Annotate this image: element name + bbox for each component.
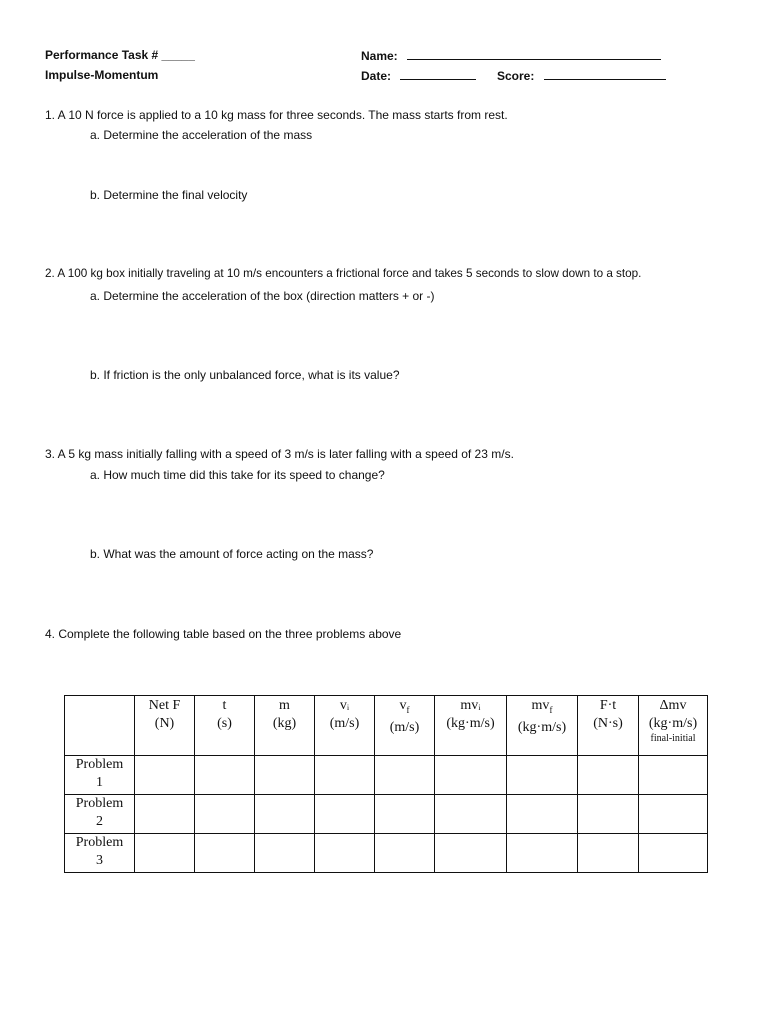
header-cell-blank (65, 696, 135, 756)
header-symbol: $mv_f$ (531, 698, 553, 715)
question-4-stem: 4. Complete the following table based on the three problems above (45, 627, 402, 641)
header-unit: (m/s) (389, 719, 420, 735)
header-symbol: Δmv (659, 698, 687, 713)
answer-cell[interactable] (435, 834, 507, 873)
row-label-number: 3 (96, 853, 103, 868)
header-momentum-change (639, 696, 708, 756)
answer-cell[interactable] (135, 756, 195, 795)
answer-cell[interactable] (639, 834, 708, 873)
momentum-table (64, 695, 708, 873)
answer-cell[interactable] (578, 756, 639, 795)
answer-cell[interactable] (195, 834, 255, 873)
header-symbol: F·t (599, 698, 617, 713)
subscript-f: f (406, 704, 410, 715)
header-symbol: $v_f$ (399, 698, 410, 715)
score-field[interactable] (497, 68, 666, 83)
header-initial-momentum (435, 696, 507, 756)
header-note: final-initial (650, 733, 696, 744)
date-label: Date: (361, 69, 392, 83)
answer-cell[interactable] (435, 795, 507, 834)
header-unit: (m/s) (329, 716, 360, 731)
header-symbol: t (222, 698, 227, 713)
header-impulse (578, 696, 639, 756)
header-mass (255, 696, 315, 756)
answer-cell[interactable] (315, 756, 375, 795)
table-row (65, 834, 708, 873)
header-unit: (kg·m/s) (446, 716, 495, 731)
question-2-part-a: a. Determine the acceleration of the box (direction matters + or -) (90, 289, 435, 303)
header-net-force (135, 696, 195, 756)
header-unit: (kg) (272, 716, 297, 731)
header-symbol: Net F (148, 698, 181, 713)
question-1-part-a: a. Determine the acceleration of the mass (90, 128, 313, 142)
question-1-stem: 1. A 10 N force is applied to a 10 kg mass for three seconds. The mass starts from rest. (45, 108, 508, 122)
answer-cell[interactable] (375, 756, 435, 795)
row-label-word: Problem (75, 757, 124, 772)
name-field[interactable] (361, 48, 661, 63)
date-blank[interactable] (400, 68, 476, 80)
answer-cell[interactable] (375, 795, 435, 834)
answer-cell[interactable] (255, 834, 315, 873)
question-2-stem: 2. A 100 kg box initially traveling at 10 m/s encounters a frictional force and takes 5 seconds to slow down to a stop. (45, 267, 642, 280)
answer-cell[interactable] (507, 834, 578, 873)
answer-cell[interactable] (375, 834, 435, 873)
answer-cell[interactable] (507, 795, 578, 834)
answer-cell[interactable] (135, 834, 195, 873)
answer-cell[interactable] (195, 795, 255, 834)
header-unit: (kg·m/s) (517, 719, 567, 735)
row-label-number: 2 (96, 814, 103, 829)
answer-cell[interactable] (639, 795, 708, 834)
question-1-part-b: b. Determine the final velocity (90, 188, 248, 202)
score-label: Score: (497, 69, 535, 83)
header-final-momentum (507, 696, 578, 756)
table-row (65, 795, 708, 834)
table-row (65, 756, 708, 795)
row-label-word: Problem (75, 796, 124, 811)
answer-cell[interactable] (435, 756, 507, 795)
question-3-stem: 3. A 5 kg mass initially falling with a speed of 3 m/s is later falling with a speed of 23 m/s. (45, 447, 514, 461)
answer-cell[interactable] (195, 756, 255, 795)
header-unit: (kg·m/s) (648, 716, 698, 731)
name-blank[interactable] (407, 48, 661, 60)
header-unit: (N·s) (593, 716, 623, 731)
date-field[interactable] (361, 68, 476, 83)
answer-cell[interactable] (578, 834, 639, 873)
row-label (65, 834, 135, 873)
answer-cell[interactable] (315, 834, 375, 873)
header-time (195, 696, 255, 756)
header-symbol: m (279, 698, 290, 713)
answer-cell[interactable] (135, 795, 195, 834)
header-final-velocity (375, 696, 435, 756)
row-label-number: 1 (96, 775, 103, 790)
row-label (65, 795, 135, 834)
row-label (65, 756, 135, 795)
header-unit: (N) (154, 716, 175, 731)
answer-cell[interactable] (315, 795, 375, 834)
answer-cell[interactable] (255, 795, 315, 834)
score-blank[interactable] (544, 68, 666, 80)
subscript-f: f (549, 704, 553, 715)
question-3-part-b: b. What was the amount of force acting on the mass? (90, 547, 374, 561)
table-header-row (65, 696, 708, 756)
header-initial-velocity (315, 696, 375, 756)
name-label: Name: (361, 49, 398, 63)
answer-cell[interactable] (578, 795, 639, 834)
subject-title: Impulse-Momentum (45, 68, 159, 82)
question-2-part-b: b. If friction is the only unbalanced force, what is its value? (90, 368, 400, 382)
answer-cell[interactable] (639, 756, 708, 795)
answer-cell[interactable] (255, 756, 315, 795)
header-unit: (s) (217, 716, 232, 731)
header-symbol: mvᵢ (460, 698, 481, 713)
header-symbol: vᵢ (339, 698, 350, 713)
task-label: Performance Task # _____ (45, 48, 195, 62)
row-label-word: Problem (75, 835, 124, 850)
answer-cell[interactable] (507, 756, 578, 795)
question-3-part-a: a. How much time did this take for its speed to change? (90, 468, 385, 482)
